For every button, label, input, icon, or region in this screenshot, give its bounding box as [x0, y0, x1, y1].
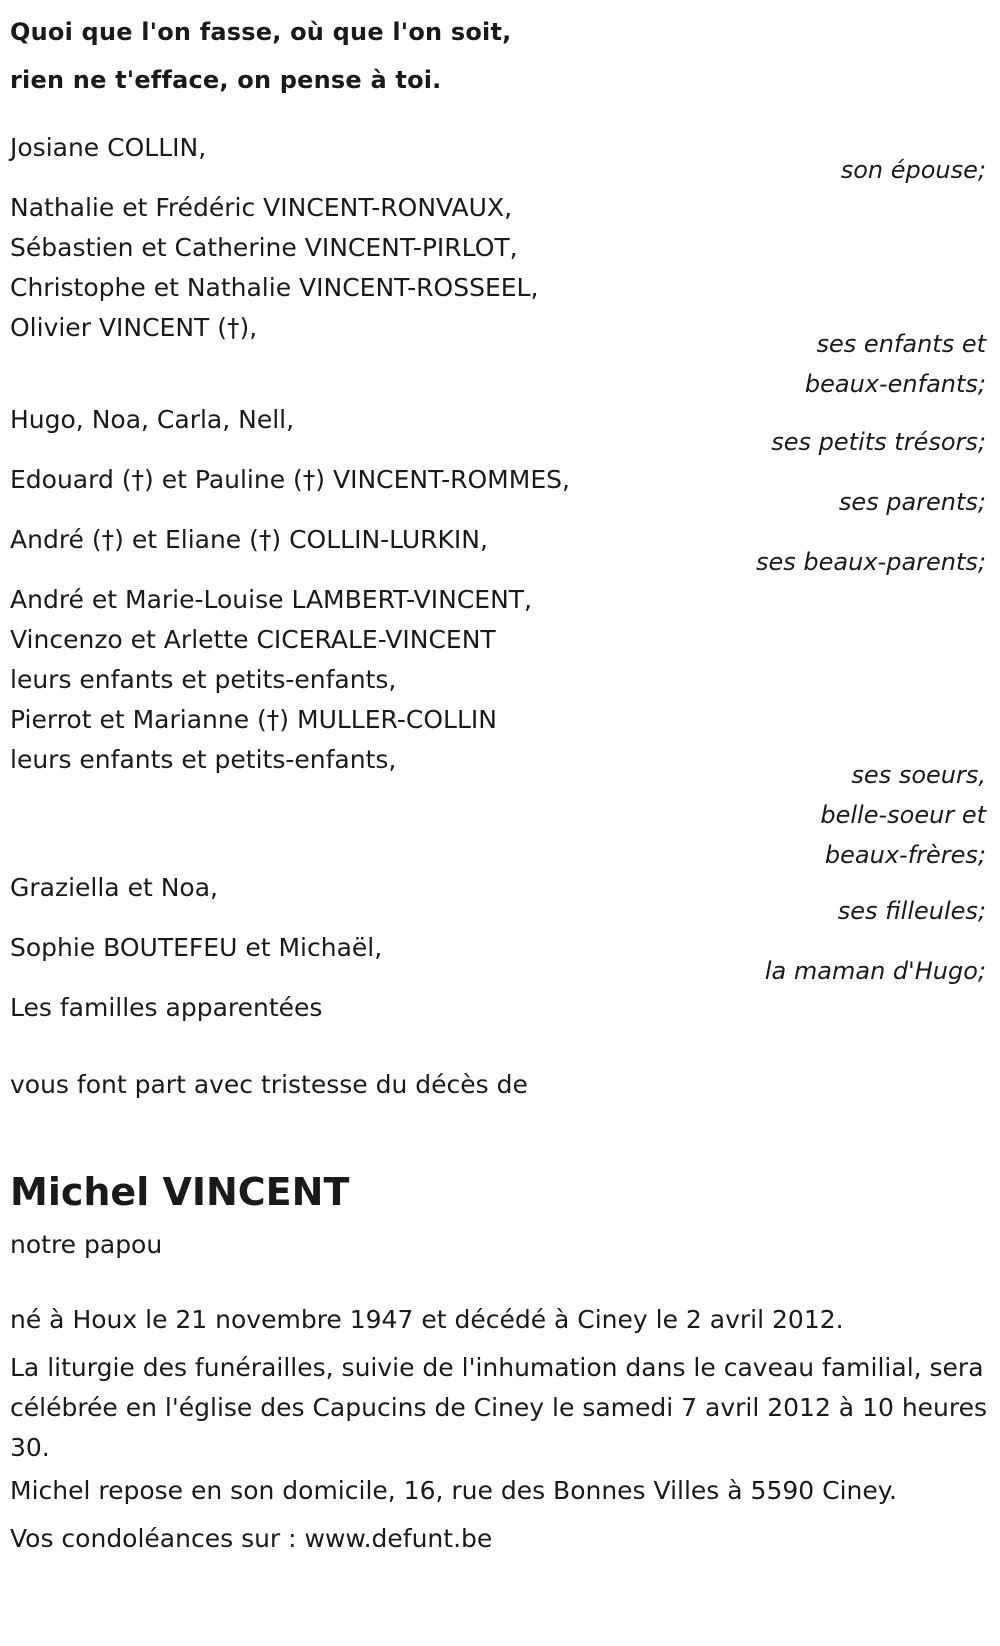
godchildren-name: Graziella et Noa, [10, 873, 218, 902]
rest-location-text: Michel repose en son domicile, 16, rue des Bonnes Villes à 5590 Ciney. [10, 1476, 897, 1505]
sibling-line: André et Marie-Louise LAMBERT-VINCENT, [10, 585, 532, 614]
godchildren-relation: ses filleules; [837, 897, 986, 925]
child-line: Sébastien et Catherine VINCENT-PIRLOT, [10, 233, 518, 262]
spouse-relation: son épouse; [840, 156, 986, 184]
grandchildren-name: Hugo, Noa, Carla, Nell, [10, 405, 295, 434]
deceased-name: Michel VINCENT [10, 1170, 350, 1214]
children-list [10, 188, 538, 348]
birth-death-text: né à Houx le 21 novembre 1947 et décédé à Ciney le 2 avril 2012. [10, 1305, 844, 1334]
sibling-line: leurs enfants et petits-enfants, [10, 665, 397, 694]
in-laws-name: André (†) et Eliane (†) COLLIN-LURKIN, [10, 525, 488, 554]
related-families: Les familles apparentées [10, 993, 323, 1022]
siblings-relation-line: beaux-frères; [824, 841, 986, 869]
siblings-relation-line: ses soeurs, [851, 761, 986, 789]
sibling-line: leurs enfants et petits-enfants, [10, 745, 397, 774]
condolences-text: Vos condoléances sur : www.defunt.be [10, 1524, 493, 1553]
grandchildren-relation: ses petits trésors; [771, 428, 986, 456]
hugo-mother-name: Sophie BOUTEFEU et Michaël, [10, 933, 383, 962]
funeral-text: La liturgie des funérailles, suivie de l'inhumation dans le caveau familial, sera célébrée en l'église des Capucins de Ciney le samedi 7 avril 2012 à 10 heures 30. [10, 1353, 988, 1462]
poem [10, 8, 511, 104]
in-laws-relation: ses beaux-parents; [756, 548, 986, 576]
siblings-relation-line: belle-soeur et [820, 801, 986, 829]
sibling-line: Vincenzo et Arlette CICERALE-VINCENT [10, 625, 496, 654]
children-relation-line: ses enfants et [816, 330, 986, 358]
announcement-text: vous font part avec tristesse du décès de [10, 1070, 528, 1099]
children-relation-line: beaux-enfants; [804, 370, 986, 398]
hugo-mother-relation: la maman d'Hugo; [764, 957, 986, 985]
sibling-line: Pierrot et Marianne (†) MULLER-COLLIN [10, 705, 497, 734]
parents-relation: ses parents; [838, 488, 986, 516]
poem-line-1: Quoi que l'on fasse, où que l'on soit, [10, 18, 512, 46]
deceased-nickname: notre papou [10, 1230, 163, 1259]
child-line: Christophe et Nathalie VINCENT-ROSSEEL, [10, 273, 539, 302]
poem-line-2: rien ne t'efface, on pense à toi. [10, 66, 442, 94]
child-line: Nathalie et Frédéric VINCENT-RONVAUX, [10, 193, 513, 222]
siblings-list [10, 580, 532, 780]
spouse-name: Josiane COLLIN, [10, 133, 207, 162]
parents-name: Edouard (†) et Pauline (†) VINCENT-ROMMES, [10, 465, 570, 494]
siblings-relation [820, 755, 986, 875]
child-line: Olivier VINCENT (†), [10, 313, 258, 342]
children-relation [805, 324, 986, 404]
